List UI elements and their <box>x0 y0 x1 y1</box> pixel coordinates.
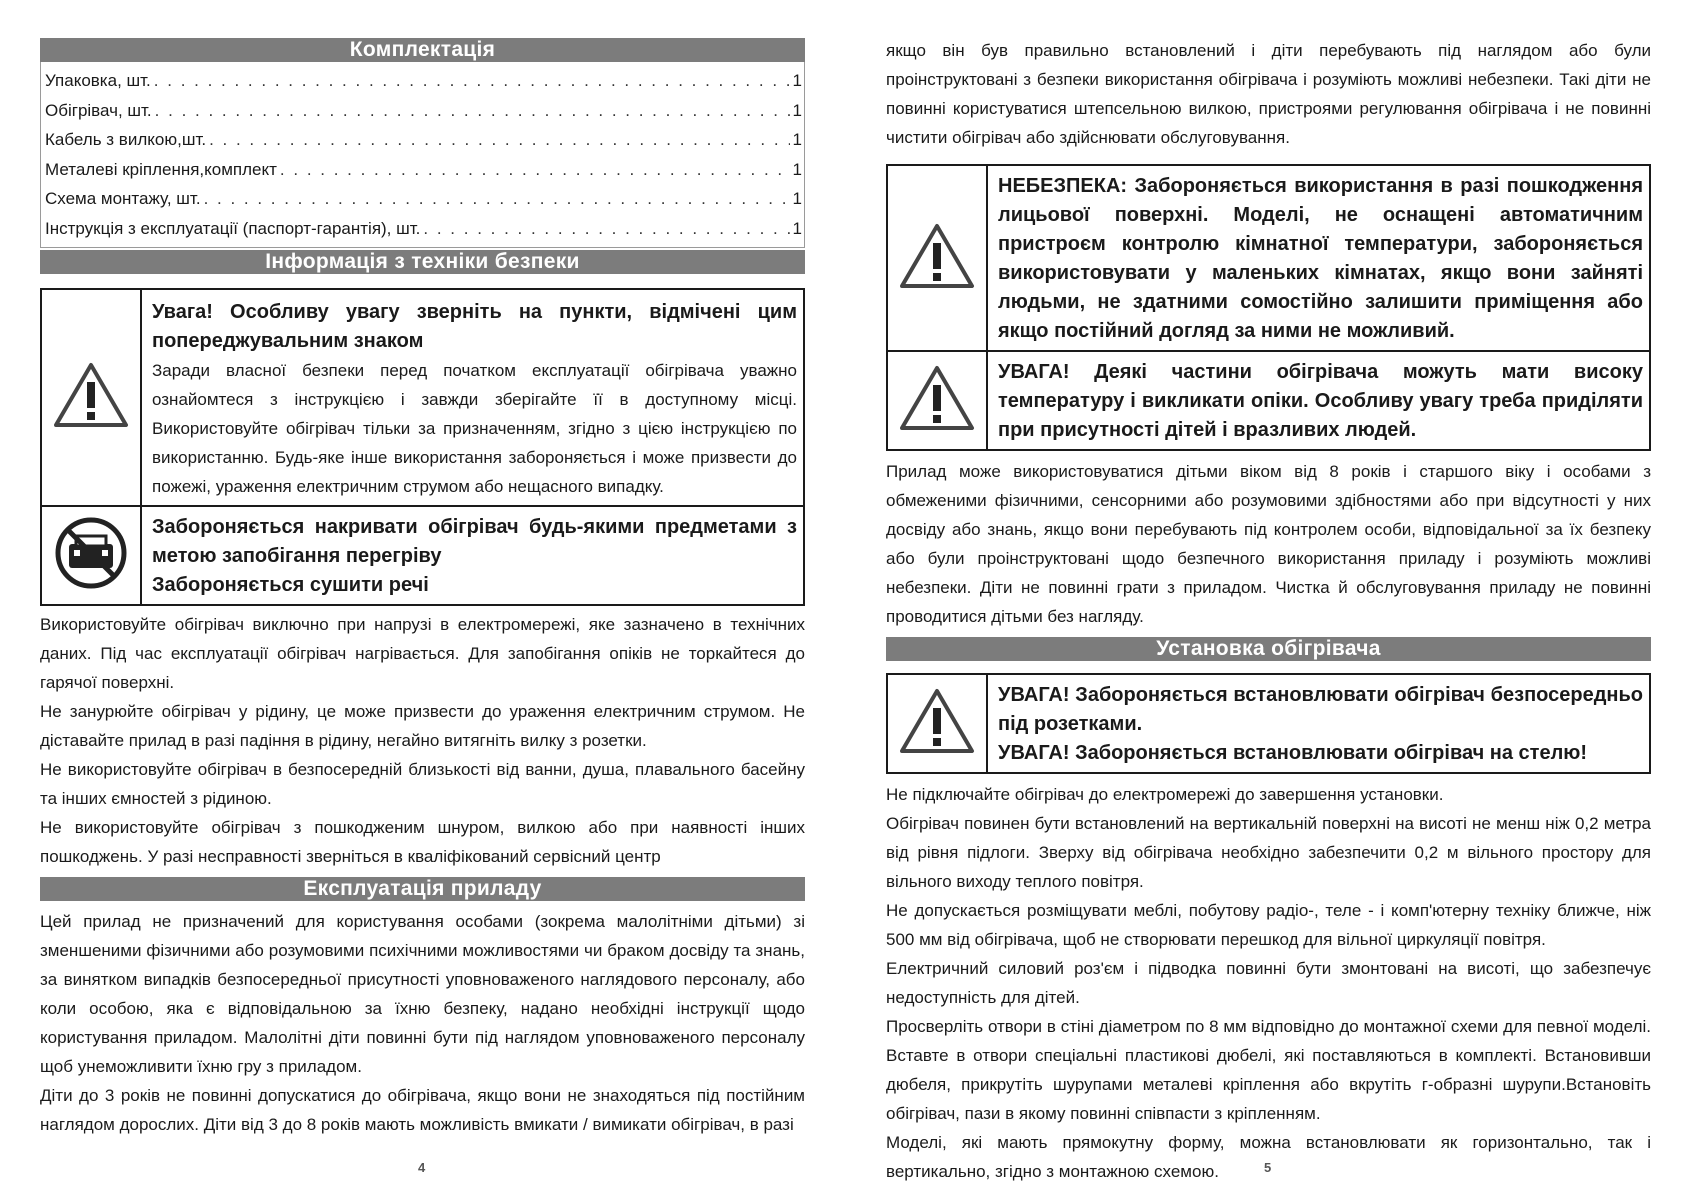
kit-item-qty: 1 <box>792 130 802 149</box>
danger-text: НЕБЕЗПЕКА: Забороняється використання в разі пошкодження лицьової поверхні. Моделі, не оснащені автоматичним пристроєм контролю кімнатної температури, забороняється використовувати у маленьких кімнатах, якщо вони зайняті людьми, не здатними сомостійно залишити приміщення або якщо постійний догляд за ними не можливий. <box>998 175 1643 342</box>
left-page <box>40 38 805 1139</box>
install-warning-table <box>886 673 1651 774</box>
body-paragraph: Цей прилад не призначений для користування особами (зокрема малолітніми дітьми) зі зменшеними фізичними або розумовими психічними можливостями чи браком досвіду та знань, за винятком випадків безпосередньої присутності уповноваженого наглядового персоналу, або коли особою, яка є відповідальною за їхню безпеку, надано необхідні інструкції щодо користування приладом. Малолітні діти повинні бути під наглядом уповноваженого персоналу щоб унеможливити їхню гру з приладом. <box>40 912 805 1076</box>
kit-item-label: Кабель з вилкою,шт. <box>45 130 207 149</box>
body-paragraph: якщо він був правильно встановлений і діти перебувають під наглядом або були проінструктовані з безпеки використання обігрівача і розуміють можливі небезпеки. Такі діти не повинні користуватися штепсельною вилкою, пристроями регулювання обігрівача і не повинні чистити обігрівач або здійснювати обслуговування. <box>886 41 1651 147</box>
kit-heading: Комплектація <box>40 38 805 62</box>
safety-paragraphs <box>40 610 805 871</box>
right-page <box>886 36 1651 1186</box>
kit-list <box>40 62 805 248</box>
body-paragraph: Моделі, які мають прямокутну форму, можна встановлювати як горизонтально, так і вертикально, згідно з монтажною схемою. <box>886 1133 1651 1181</box>
kit-item <box>45 125 804 155</box>
warning-triangle-icon <box>897 221 977 291</box>
body-paragraph: Використовуйте обігрівач виключно при напрузі в електромережі, яке зазначено в технічних даних. Під час експлуатації обігрівач нагрівається. Для запобігання опіків не торкайтеся до гарячої поверхні. <box>40 615 805 692</box>
kit-item-label: Упаковка, шт. <box>45 71 151 90</box>
cover-warning-text: Забороняється накривати обігрівач будь-якими предметами з метою запобігання перегріву <box>152 516 797 567</box>
body-paragraph: Не використовуйте обігрівач з пошкодженим шнуром, вилкою або при наявності інших пошкоджень. У разі несправності зверніться в кваліфікований сервісний центр <box>40 818 805 866</box>
kit-item <box>45 96 804 126</box>
kit-item <box>45 214 804 244</box>
warning-triangle-icon <box>51 360 131 430</box>
kit-item <box>45 155 804 185</box>
page-number: 4 <box>418 1160 426 1175</box>
operation-heading: Експлуатація приладу <box>40 877 805 901</box>
page-number: 5 <box>1264 1160 1272 1175</box>
kit-item-qty: 1 <box>792 159 802 179</box>
danger-warning-table <box>886 164 1651 451</box>
dry-warning-text: Забороняється сушити речі <box>152 574 429 596</box>
warning-triangle-icon <box>897 363 977 433</box>
kit-item-qty: 1 <box>792 71 802 90</box>
warning-icon-cell <box>41 289 141 506</box>
body-paragraph: Електричний силовий роз'єм і підводка повинні бути змонтовані на висоті, що забезпечує недоступність для дітей. <box>886 959 1651 1007</box>
safety-heading: Інформація з техніки безпеки <box>40 250 805 274</box>
kit-item-label: Інструкція з експлуатації (паспорт-гарантія), шт. <box>45 218 421 238</box>
kit-item-qty: 1 <box>792 189 802 208</box>
kit-item-label: Схема монтажу, шт. <box>45 189 201 208</box>
warning-text: Заради власної безпеки перед початком експлуатації обігрівача уважно ознайомтеся з інструкцією і завжди зберігайте її в доступному місці. Використовуйте обігрівач тільки за призначенням, згідно з цією інструкцією по використанню. Будь-яке інше використання забороняється і може призвести до пожежі, ураження електричним струмом або нещасного випадку. <box>152 361 797 496</box>
ceiling-warning-text: УВАГА! Забороняється встановлювати обігрівач на стелю! <box>998 742 1588 764</box>
body-paragraph: Не допускається розміщувати меблі, побутову радіо-, теле - і комп'ютерну техніку ближче, ніж 500 мм від обігрівача, щоб не створювати перешкод для вільної циркуляції повітря. <box>886 901 1651 949</box>
kit-item-qty: 1 <box>792 100 802 120</box>
warning-heading: Увага! Особливу увагу зверніть на пункти, відмічені цим попереджувальним знаком <box>152 301 797 352</box>
body-paragraph: Діти до 3 років не повинні допускатися до обігрівача, якщо вони не знаходяться під постійним наглядом дорослих. Діти від 3 до 8 років мають можливість вмикати / вимикати обігрівач, в разі <box>40 1086 805 1134</box>
do-not-cover-icon <box>54 516 128 590</box>
kit-item-label: Металеві кріплення,комплект <box>45 159 277 179</box>
body-paragraph: Прилад може використовуватися дітьми віком від 8 років і старшого віку і особами з обмеженими фізичними, сенсорними або розумовими здібностями або при відсутності у них досвіду або знань, якщо вони перебувають під контролем особи, відповідальної за їх безпеку або були проінструктовані щодо безпечного використання приладу і розуміють можливі небезпеки. Діти не повинні грати з приладом. Чистка й обслуговування приладу не повинні проводитися дітьми без нагляду. <box>886 462 1651 626</box>
install-heading: Установка обігрівача <box>886 637 1651 661</box>
socket-warning-text: УВАГА! Забороняється встановлювати обігрівач безпосередньо під розетками. <box>998 684 1643 735</box>
install-paragraphs <box>886 780 1651 1186</box>
body-paragraph: Обігрівач повинен бути встановлений на вертикальній поверхні на висоті не менш ніж 0,2 метра від рівня підлоги. Зверху від обігрівача необхідно забезпечити 0,2 м вільного простору для вільного виходу теплого повітря. <box>886 814 1651 891</box>
safety-warning-table <box>40 288 805 606</box>
hot-surface-warning-text: УВАГА! Деякі частини обігрівача можуть мати високу температуру і викликати опіки. Особливу увагу треба приділяти при присутності дітей і вразливих людей. <box>998 361 1643 441</box>
kit-item-label: Обігрівач, шт. <box>45 100 152 120</box>
kit-item <box>45 66 804 96</box>
body-paragraph: Не використовуйте обігрівач в безпосередній близькості від ванни, душа, плавального басейну та інших ємностей з рідиною. <box>40 760 805 808</box>
body-paragraph: Не підключайте обігрівач до електромережі до завершення установки. <box>886 785 1444 804</box>
warning-triangle-icon <box>897 686 977 756</box>
kit-item-qty: 1 <box>792 218 802 238</box>
body-paragraph: Не занурюйте обігрівач у рідину, це може призвести до ураження електричним струмом. Не діставайте прилад в разі падіння в рідину, негайно витягніть вилку з розетки. <box>40 702 805 750</box>
body-paragraph: Просверліть отвори в стіні діаметром по 8 мм відповідно до монтажної схеми для певної моделі. Вставте в отвори спеціальні пластикові дюбелі, які поставляються в комплекті. Встановивши дюбеля, прикрутіть шурупами металеві кріплення або вкрутіть г-образні шурупи.Встановіть обігрівач, пази в якому повинні співпасти з кріпленням. <box>886 1017 1651 1123</box>
kit-item <box>45 184 804 214</box>
